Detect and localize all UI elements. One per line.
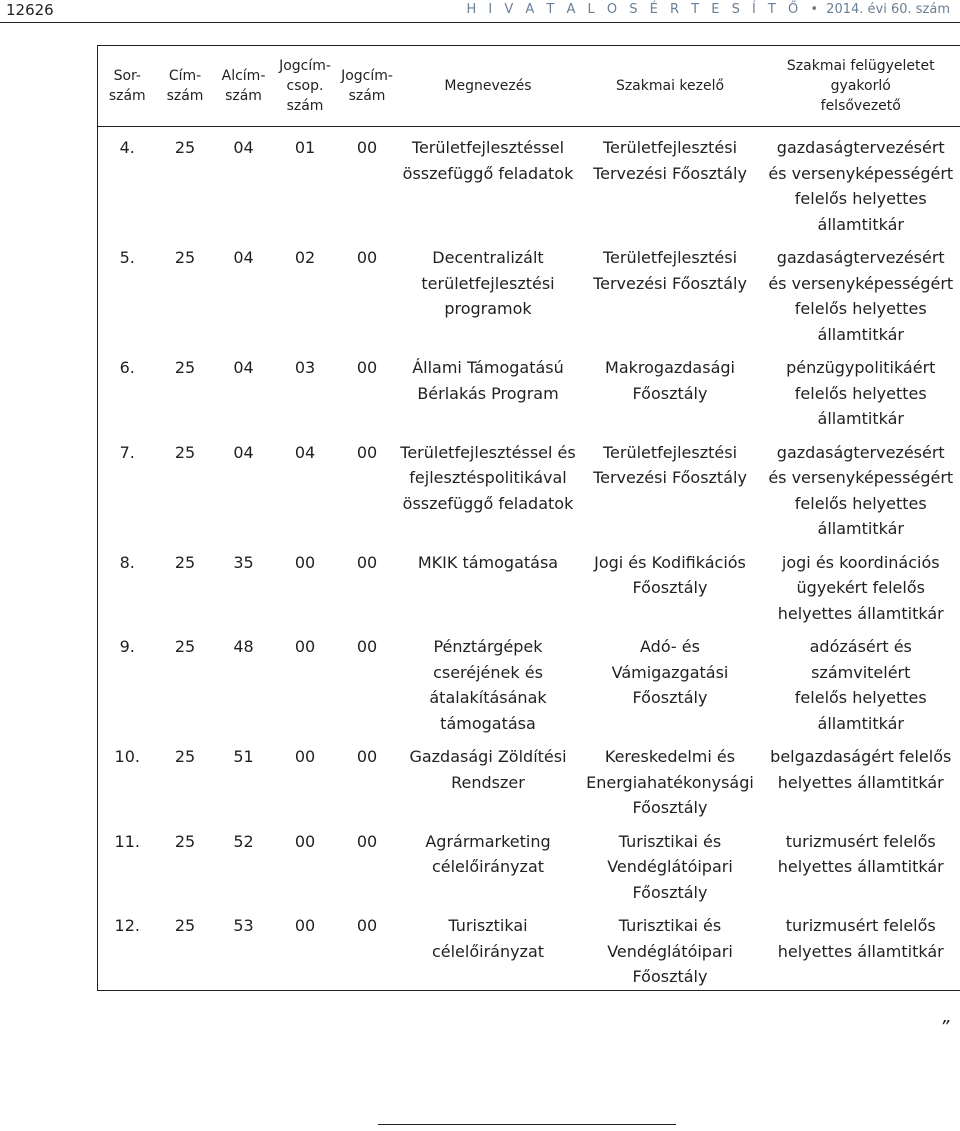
cell-professional-handler: Területfejlesztési Tervezési Főosztály: [593, 138, 747, 183]
cell-appropriation-group-number: 00: [294, 916, 316, 935]
journal-title: H I V A T A L O S É R T E S Í T Ő: [466, 2, 803, 17]
cell-chapter-number: 25: [174, 442, 196, 462]
cell-appropriation-number: 00: [356, 138, 378, 157]
cell-designation: MKIK támogatása: [417, 552, 559, 572]
table-row: [98, 736, 960, 821]
cell-supervising-executive: belgazdaságért felelős helyettes államtitkár: [770, 747, 952, 792]
cell-subchapter-number: 04: [233, 358, 254, 377]
cell-supervising-executive: jogi és koordinációs ügyekért felelős helyettes államtitkár: [777, 552, 944, 623]
responsibility-table: [97, 45, 960, 991]
cell-row-number: 8.: [119, 552, 135, 572]
cell-row-number: 11.: [114, 831, 140, 851]
issue-number: 2014. évi 60. szám: [826, 2, 950, 17]
cell-supervising-executive: gazdaságtervezésért és versenyképességért felelős helyettes államtitkár: [768, 248, 954, 344]
cell-subchapter-number: 52: [233, 831, 254, 851]
cell-subchapter-number: 04: [233, 248, 254, 267]
footer-rule: [378, 1124, 676, 1125]
cell-appropriation-number: 00: [356, 831, 378, 851]
cell-appropriation-number: 00: [356, 248, 378, 267]
cell-subchapter-number: 35: [233, 552, 254, 572]
cell-appropriation-group-number: 00: [294, 831, 316, 851]
cell-supervising-executive: turizmusért felelős helyettes államtitkár: [777, 916, 944, 961]
cell-row-number: 6.: [119, 358, 135, 377]
table-row: [98, 432, 960, 542]
closing-quote: ”: [940, 1017, 950, 1038]
cell-appropriation-group-number: 01: [294, 138, 316, 157]
cell-supervising-executive: pénzügypolitikáért felelős helyettes államtitkár: [786, 358, 936, 428]
running-head: [466, 0, 950, 20]
cell-designation: Területfejlesztéssel összefüggő feladatok: [402, 138, 574, 183]
cell-chapter-number: 25: [174, 831, 196, 851]
table-row: [98, 127, 960, 238]
cell-subchapter-number: 53: [233, 916, 254, 935]
cell-supervising-executive: gazdaságtervezésért és versenyképességért felelős helyettes államtitkár: [768, 442, 954, 538]
separator-dot: •: [810, 2, 819, 17]
cell-subchapter-number: 48: [233, 637, 254, 656]
cell-chapter-number: 25: [174, 358, 196, 377]
cell-supervising-executive: turizmusért felelős helyettes államtitkár: [777, 831, 944, 876]
table-row: [98, 542, 960, 627]
cell-subchapter-number: 04: [233, 442, 254, 462]
cell-chapter-number: 25: [174, 916, 196, 935]
cell-appropriation-group-number: 00: [294, 552, 316, 572]
cell-designation: Agrármarketing célelőirányzat: [425, 831, 551, 876]
column-header-appropriation-group-number: Jogcím- csop. szám: [274, 46, 337, 127]
cell-professional-handler: Területfejlesztési Tervezési Főosztály: [593, 248, 747, 293]
table-header-row: [98, 46, 960, 127]
table-row: [98, 347, 960, 432]
cell-professional-handler: Kereskedelmi és Energiahatékonysági Főosztály: [586, 747, 754, 817]
cell-appropriation-number: 00: [356, 358, 378, 377]
cell-appropriation-number: 00: [356, 442, 378, 462]
column-header-chapter-number: Cím- szám: [157, 46, 214, 127]
cell-chapter-number: 25: [174, 637, 196, 656]
table-row: [98, 821, 960, 906]
cell-supervising-executive: adózásért és számvitelért felelős helyettes államtitkár: [794, 637, 927, 733]
cell-row-number: 7.: [119, 442, 135, 462]
column-header-subchapter-number: Alcím- szám: [214, 46, 274, 127]
cell-row-number: 12.: [114, 916, 140, 935]
cell-designation: Gazdasági Zöldítési Rendszer: [409, 747, 567, 792]
cell-designation: Állami Támogatású Bérlakás Program: [412, 358, 564, 403]
column-header-appropriation-number: Jogcím- szám: [337, 46, 398, 127]
cell-professional-handler: Turisztikai és Vendéglátóipari Főosztály: [607, 916, 733, 986]
cell-designation: Turisztikai célelőirányzat: [431, 916, 545, 961]
page-number: 12626: [6, 1, 54, 19]
cell-professional-handler: Turisztikai és Vendéglátóipari Főosztály: [607, 831, 733, 902]
cell-appropriation-group-number: 03: [294, 358, 316, 377]
cell-appropriation-number: 00: [356, 916, 378, 935]
cell-row-number: 9.: [119, 637, 135, 656]
cell-professional-handler: Területfejlesztési Tervezési Főosztály: [593, 442, 747, 487]
table-body: [98, 127, 960, 991]
cell-supervising-executive: gazdaságtervezésért és versenyképességért felelős helyettes államtitkár: [768, 138, 954, 234]
column-header-designation: Megnevezés: [398, 46, 579, 127]
cell-designation: Területfejlesztéssel és fejlesztéspolitikával összefüggő feladatok: [400, 442, 576, 513]
cell-chapter-number: 25: [174, 552, 196, 572]
cell-chapter-number: 25: [174, 747, 196, 766]
cell-appropriation-number: 00: [356, 552, 378, 572]
cell-subchapter-number: 51: [233, 747, 254, 766]
column-header-professional-handler: Szakmai kezelő: [579, 46, 762, 127]
cell-subchapter-number: 04: [233, 138, 254, 157]
cell-row-number: 4.: [119, 138, 135, 157]
cell-professional-handler: Jogi és Kodifikációs Főosztály: [594, 552, 746, 597]
header-rule: [0, 22, 960, 23]
cell-appropriation-group-number: 00: [294, 747, 316, 766]
cell-appropriation-group-number: 02: [294, 248, 316, 267]
cell-chapter-number: 25: [174, 248, 196, 267]
cell-appropriation-number: 00: [356, 637, 378, 656]
cell-designation: Pénztárgépek cseréjének és átalakításának támogatása: [429, 637, 547, 733]
cell-row-number: 10.: [114, 747, 140, 766]
cell-professional-handler: Adó- és Vámigazgatási Főosztály: [611, 637, 729, 707]
cell-appropriation-group-number: 00: [294, 637, 316, 656]
table-row: [98, 237, 960, 347]
cell-row-number: 5.: [119, 248, 135, 267]
cell-appropriation-group-number: 04: [294, 442, 316, 462]
column-header-supervising-executive: Szakmai felügyeletet gyakorló felsővezető: [762, 46, 960, 127]
cell-designation: Decentralizált területfejlesztési programok: [421, 248, 555, 318]
table-row: [98, 905, 960, 990]
table-header: [98, 46, 960, 127]
cell-professional-handler: Makrogazdasági Főosztály: [605, 358, 735, 403]
cell-chapter-number: 25: [174, 138, 196, 157]
cell-appropriation-number: 00: [356, 747, 378, 766]
column-header-row-number: Sor- szám: [98, 46, 157, 127]
table-row: [98, 626, 960, 736]
